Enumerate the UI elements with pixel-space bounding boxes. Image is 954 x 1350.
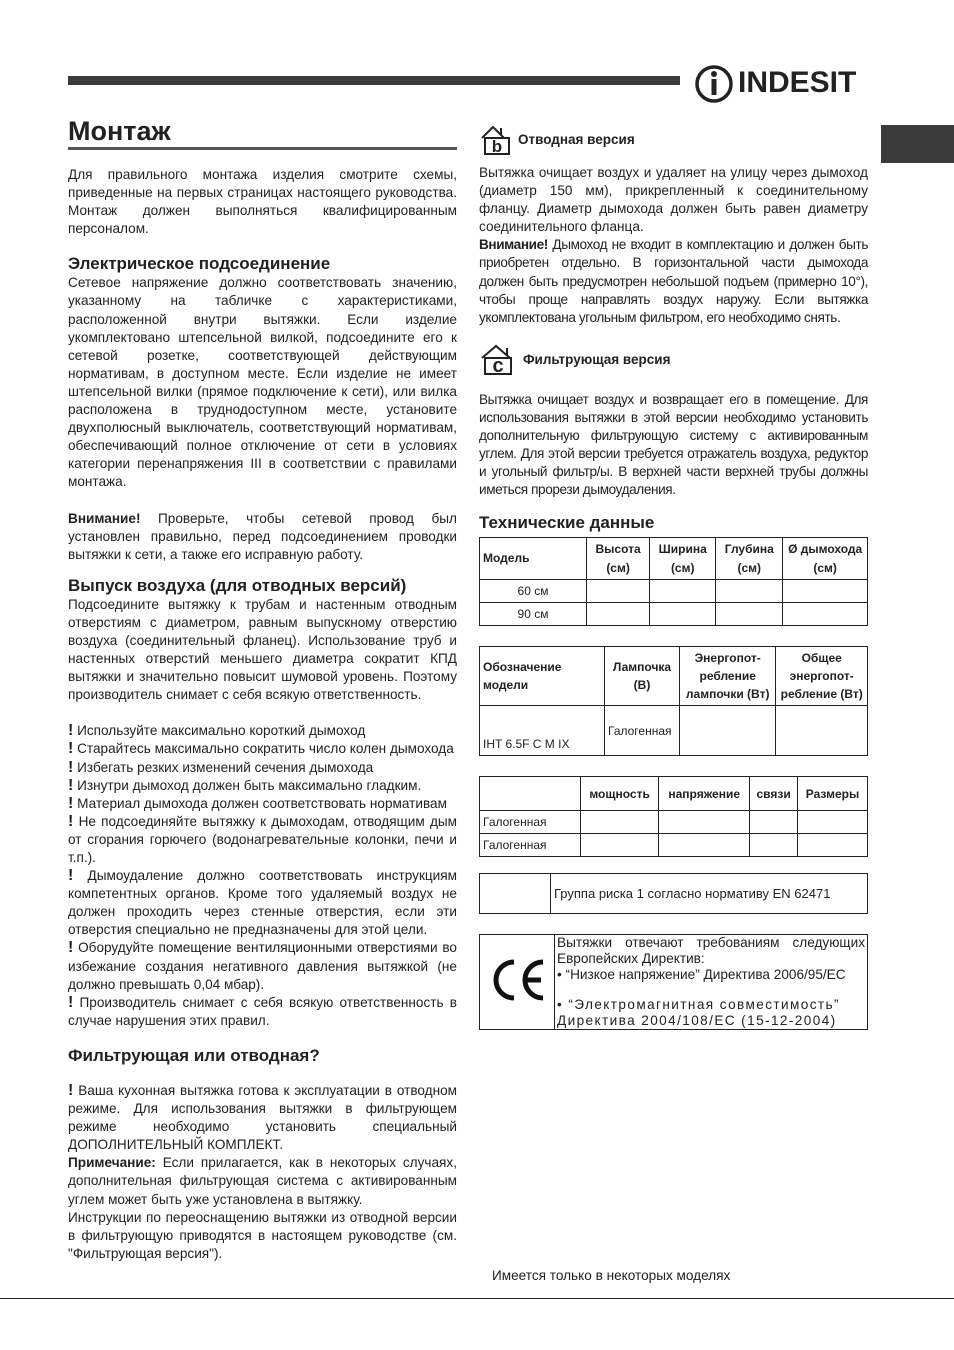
exclamation-icon: ! [68,722,74,740]
indesit-i-icon [694,60,734,106]
ce-mark [480,935,555,1030]
risk-text: Группа риска 1 согласно нормативу EN 62471 [551,874,868,914]
ce-line-3: • “Электромагнитная совместимость” Директива 2004/108/EC (15-12-2004) [557,997,840,1029]
dimensions-table: Модель Высота (см) Ширина (см) Глубина (см) Ø дымохода (см) 60 см 90 см [479,537,868,625]
filter-or-duct-heading: Фильтрующая или отводная? [68,1045,320,1065]
exclamation-icon: ! [68,867,74,885]
attention-label: Внимание! [68,510,141,526]
language-tab [881,125,954,163]
warning-item: ! Избегать резких изменений сечения дымохода [68,758,374,776]
tech-data-heading: Технические данные [479,513,655,533]
duct-text: Вытяжка очищает воздух и удаляет на улицу через дымоход (диаметр 150 мм), прикрепленный к соединительному фланцу. Диаметр дымохода должен быть равен диаметру соединительного фланца. [479,165,868,235]
footnote: Имеется только в некоторых моделях [492,1268,731,1283]
filter-version-heading: c Фильтрующая версия [479,343,868,377]
warning-item: ! Изнутри дымоход должен быть максимально гладким. [68,776,422,794]
warning-item: ! Не подсоединяйте вытяжку к дымоходам, отводящим дым от сгорания горючего (водонагревательные колонки, печи и т.п.). [68,812,457,865]
table-row: 60 см [480,579,868,602]
note-paragraph [68,1154,457,1208]
power-table: мощность напряжение связи Размеры Галогенная Галогенная [479,776,868,857]
table-row: 90 см [480,602,868,625]
table-row: IHT 6.5F C M IX Галогенная [480,706,868,756]
table-row: Галогенная [480,811,868,834]
warning-list [68,722,457,1030]
warning-item: ! Старайтесь максимально сократить число колен дымохода [68,740,454,758]
exclamation-icon: ! [68,939,74,957]
warning-item: ! Оборудуйте помещение вентиляционными отверстиями во избежание создания негативного давления вытяжкой (не должно превышать 0,04 мбар). [68,939,457,992]
intro-text: Для правильного монтажа изделия смотрите схемы, приведенные на первых страницах настоящего руководства. Монтаж должен выполняться квалифицированным персоналом. [68,167,457,237]
duct-version-heading: b Отводная версия [479,124,868,156]
exclamation-icon: ! [68,758,74,776]
ce-line-1: Вытяжки отвечают требованиям следующих Европейских Директив: [557,935,865,967]
electrical-heading: Электрическое подсоединение [68,254,331,274]
ce-line-2: • “Низкое напряжение” Директива 2006/95/EC [557,967,846,983]
exhaust-heading: Выпуск воздуха (для отводных версий) [68,575,407,595]
attention-paragraph [68,510,457,564]
exclamation-icon: ! [68,1081,74,1099]
lamp-table: Обозначение модели Лампочка (В) Энергопот-ребление лампочки (Вт) Общее энергопот-ребление (Вт) IHT 6.5F C M IX Галогенная [479,646,868,756]
warning-item: ! Дымоудаление должно соответствовать инструкциям компетентных органов. Кроме того удаляемый воздух не должен проходить через стенные отверстия, если эти отверстия специально не предназначены для этой цели. [68,867,457,938]
conversion-text: Инструкции по переоснащению вытяжки из отводной версии в фильтрующую приводятся в настоящем руководстве (см. "Фильтрующая версия"). [68,1209,457,1261]
header-bar [68,76,680,85]
filter-or-duct-text: ! Ваша кухонная вытяжка готова к эксплуатации в отводном режиме. Для использования вытяжки в фильтрующем режиме необходимо установить специальный ДОПОЛНИТЕЛЬНЫЙ КОМПЛЕКТ. [68,1081,458,1153]
exclamation-icon: ! [68,993,74,1011]
svg-text:c: c [492,354,504,377]
table-row: Галогенная [480,834,868,857]
note-label: Примечание: [68,1155,156,1171]
electrical-text: Сетевое напряжение должно соответствовать значению, указанному на табличке с характеристиками, расположенной внутри вытяжки. Если изделие укомплектовано штепсельной вилкой, подсоедините его к сетевой розетке, соответствующей действующим нормативам, в доступном месте. Если изделие не имеет штепсельной вилки (прямое подключение к сети), или вилка расположена в труднодоступном месте, установите двухполюсный выключатель, соответствующий нормативам, обеспечивающий полное отключение от сети в условиях категории перенапряжения III в соответствии с правилами монтажа. [68,275,457,490]
svg-text:b: b [491,137,503,156]
warning-item: ! Используйте максимально короткий дымоход [68,722,366,740]
exclamation-icon: ! [68,776,74,794]
indesit-logo [694,60,856,106]
risk-group-table [479,873,868,914]
ce-compliance-table [479,934,868,1030]
brand-name: INDESIT [738,66,857,99]
bottom-rule [0,1298,954,1299]
note-text: Если прилагается, как в некоторых случаях, дополнительная фильтрующая система с активированным углем может быть уже установлена в вытяжку. [68,1155,457,1207]
warning-item: ! Материал дымохода должен соответствовать нормативам [68,794,447,812]
ce-mark-icon [485,953,549,1007]
duct-version-icon [479,124,515,156]
title-underline [68,147,457,150]
filter-version-icon [479,343,519,377]
warning-item: ! Производитель снимает с себя всякую ответственность в случае нарушения этих правил. [68,993,457,1028]
attention-text: Проверьте, чтобы сетевой провод был установлен правильно, перед подсоединением проводки вытяжки к сети, а также его исправную работу. [68,510,457,562]
exclamation-icon: ! [68,740,74,758]
page-title: Монтаж [68,116,171,146]
exclamation-icon: ! [68,794,74,812]
duct-attention: Внимание! Дымоход не входит в комплектацию и должен быть приобретен отдельно. В горизонтальной части дымохода должен быть предусмотрен небольшой подъем (примерно 10°), чтобы проще направлять воздух наружу. Если вытяжка укомплектована угольным фильтром, его необходимо снять. [479,237,868,325]
right-column [479,124,868,1030]
filter-text: Вытяжка очищает воздух и возвращает его в помещение. Для использования вытяжки в этой версии необходимо установить дополнительную фильтрующую систему с активированным углем. Для этой версии требуется отражатель воздуха, редуктор и угольный фильтр/ы. В верхней части верхней трубы должны иметься прорези дымоудаления. [479,391,868,498]
exhaust-text: Подсоедините вытяжку к трубам и настенным отводным отверстиям с диаметром, равным выпускному отверстию воздуха (соединительный фланец). Использование труб и настенных отверстий меньшего диаметра сократит КПД вытяжки и значительно повысит шумовой уровень. Поэтому производитель снимает с себя всякую ответственность. [68,596,457,703]
exclamation-icon: ! [68,812,74,830]
left-column [68,166,457,1263]
